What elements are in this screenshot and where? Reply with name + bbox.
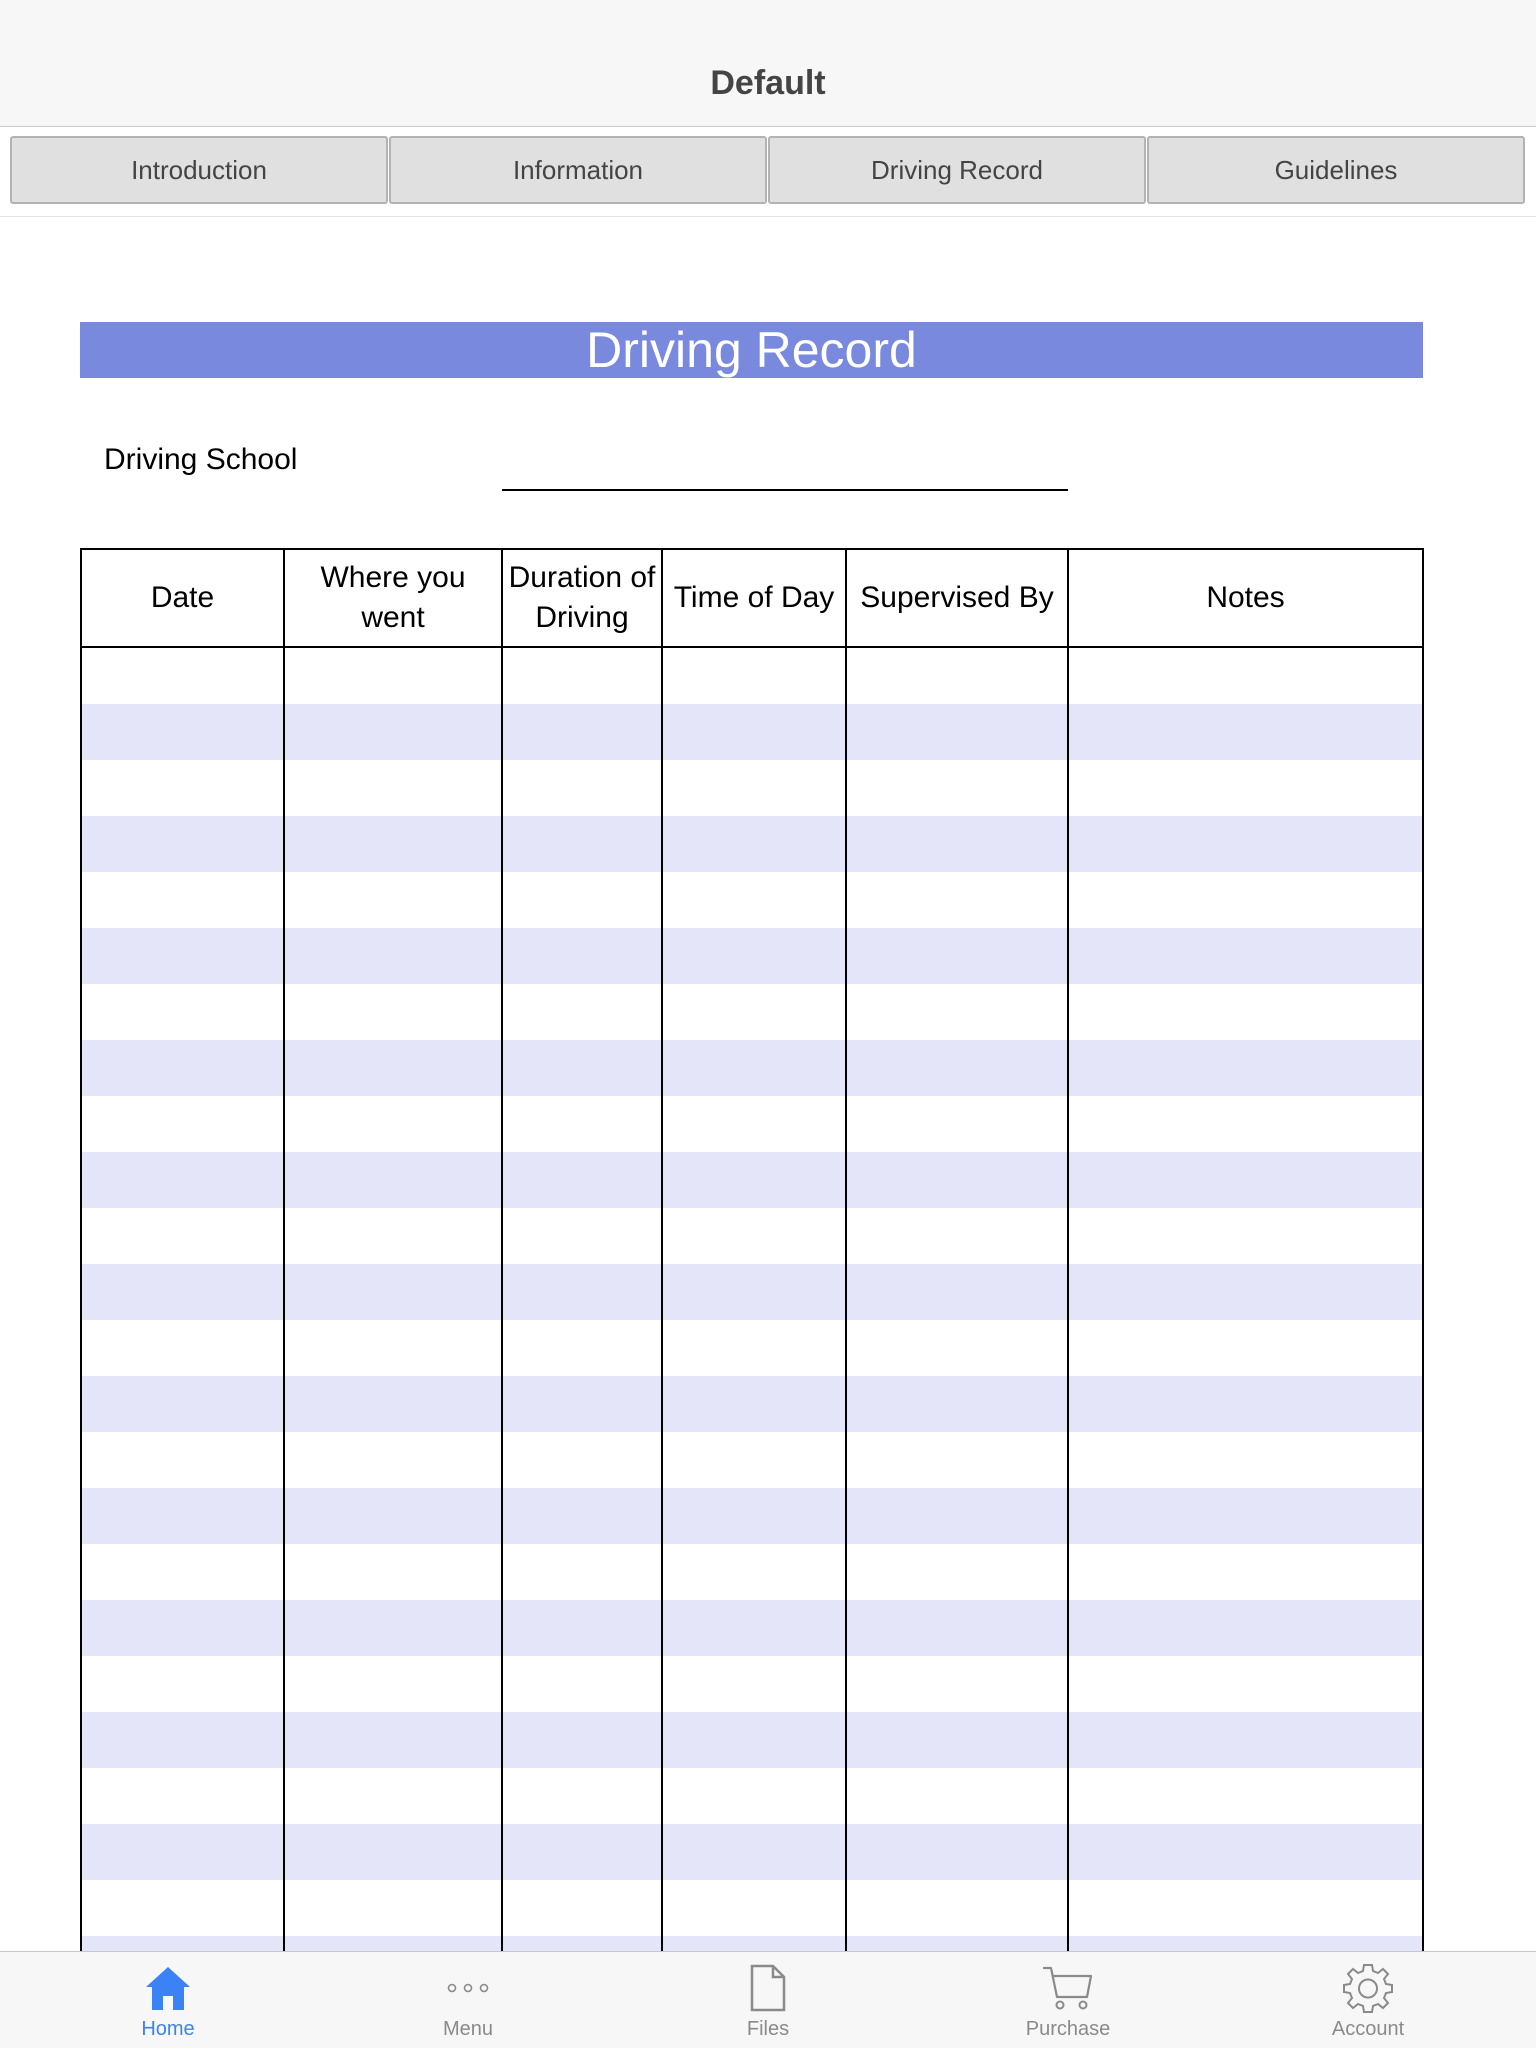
table-cell[interactable]	[663, 1432, 847, 1488]
table-cell[interactable]	[285, 1544, 503, 1600]
header-notes: Notes	[1206, 581, 1285, 614]
table-cell[interactable]	[503, 1096, 663, 1152]
table-cell[interactable]	[82, 1320, 285, 1376]
table-cell[interactable]	[663, 1264, 847, 1320]
table-row	[82, 1600, 1422, 1656]
table-cell[interactable]	[285, 816, 503, 872]
table-cell[interactable]	[847, 1656, 1069, 1712]
table-cell[interactable]	[847, 1544, 1069, 1600]
table-cell[interactable]	[1069, 928, 1422, 984]
table-cell[interactable]	[1069, 872, 1422, 928]
table-cell[interactable]	[1069, 1768, 1422, 1824]
home-icon	[138, 1960, 198, 2016]
table-cell[interactable]	[82, 1656, 285, 1712]
table-cell[interactable]	[503, 1376, 663, 1432]
tabbar-files-label: Files	[746, 2018, 790, 2040]
table-cell[interactable]	[847, 1824, 1069, 1880]
table-row	[82, 648, 1422, 704]
table-row	[82, 1376, 1422, 1432]
table-cell[interactable]	[1069, 1656, 1422, 1712]
table-cell[interactable]	[285, 1376, 503, 1432]
driving-school-label: Driving School	[104, 443, 298, 476]
table-cell[interactable]	[847, 928, 1069, 984]
table-cell[interactable]	[1069, 1264, 1422, 1320]
tabbar-home-label: Home	[141, 2018, 195, 2040]
table-cell[interactable]	[503, 928, 663, 984]
header-date: Date	[82, 550, 285, 646]
table-cell[interactable]	[663, 1320, 847, 1376]
table-cell[interactable]	[82, 1488, 285, 1544]
table-body	[82, 648, 1422, 1951]
tabbar-account[interactable]	[1218, 1952, 1518, 2048]
table-cell[interactable]	[503, 1936, 663, 1951]
table-cell[interactable]	[82, 1376, 285, 1432]
tabbar-files[interactable]	[618, 1952, 918, 2048]
table-cell[interactable]	[847, 1376, 1069, 1432]
table-cell[interactable]	[847, 1432, 1069, 1488]
cart-icon	[1038, 1960, 1098, 2016]
table-cell[interactable]	[503, 1656, 663, 1712]
table-cell[interactable]	[663, 1488, 847, 1544]
table-cell[interactable]	[503, 1824, 663, 1880]
table-cell[interactable]	[82, 648, 285, 704]
table-cell[interactable]	[847, 1040, 1069, 1096]
table-cell[interactable]	[285, 984, 503, 1040]
table-cell[interactable]	[82, 704, 285, 760]
tabbar-home[interactable]	[18, 1952, 318, 2048]
table-cell[interactable]	[1069, 816, 1422, 872]
table-cell[interactable]	[1069, 1152, 1422, 1208]
table-row	[82, 1432, 1422, 1488]
table-row	[82, 1824, 1422, 1880]
tabbar-purchase-label: Purchase	[1025, 2018, 1111, 2040]
table-cell[interactable]	[82, 1096, 285, 1152]
table-cell[interactable]	[82, 1880, 285, 1936]
table-row	[82, 1936, 1422, 1951]
table-cell[interactable]	[285, 1152, 503, 1208]
tab-introduction[interactable]: Introduction	[10, 136, 388, 204]
table-row	[82, 1768, 1422, 1824]
table-cell[interactable]	[847, 1208, 1069, 1264]
table-cell[interactable]	[285, 872, 503, 928]
table-cell[interactable]	[663, 1824, 847, 1880]
table-row	[82, 1880, 1422, 1936]
table-cell[interactable]	[503, 760, 663, 816]
page-title: Default	[710, 64, 826, 102]
table-cell[interactable]	[663, 1208, 847, 1264]
table-cell[interactable]	[663, 1096, 847, 1152]
table-cell[interactable]	[847, 648, 1069, 704]
table-cell[interactable]	[663, 928, 847, 984]
table-cell[interactable]	[1069, 1600, 1422, 1656]
table-cell[interactable]	[1069, 760, 1422, 816]
table-cell[interactable]	[82, 928, 285, 984]
table-cell[interactable]	[285, 1432, 503, 1488]
table-cell[interactable]	[285, 1656, 503, 1712]
table-row	[82, 1544, 1422, 1600]
table-cell[interactable]	[663, 1712, 847, 1768]
table-cell[interactable]	[847, 872, 1069, 928]
table-cell[interactable]	[503, 1264, 663, 1320]
table-cell[interactable]	[847, 704, 1069, 760]
table-cell[interactable]	[663, 760, 847, 816]
table-cell[interactable]	[285, 760, 503, 816]
table-cell[interactable]	[285, 1096, 503, 1152]
table-cell[interactable]	[847, 1152, 1069, 1208]
navigation-bar	[0, 0, 1536, 127]
table-cell[interactable]	[503, 1768, 663, 1824]
table-row	[82, 1656, 1422, 1712]
table-cell[interactable]	[285, 928, 503, 984]
file-icon	[738, 1960, 798, 2016]
table-cell[interactable]	[847, 1600, 1069, 1656]
table-cell[interactable]	[285, 1320, 503, 1376]
table-cell[interactable]	[503, 984, 663, 1040]
table-cell[interactable]	[847, 1936, 1069, 1951]
more-dots-icon	[438, 1960, 498, 2016]
table-cell[interactable]	[82, 1040, 285, 1096]
table-row	[82, 1152, 1422, 1208]
tabbar-menu[interactable]	[318, 1952, 618, 2048]
table-cell[interactable]	[285, 1488, 503, 1544]
table-row	[82, 1264, 1422, 1320]
header-where-you-went: Where you went	[285, 550, 503, 646]
table-cell[interactable]	[503, 1152, 663, 1208]
tabbar-menu-label: Menu	[442, 2018, 494, 2040]
table-cell[interactable]	[82, 1600, 285, 1656]
table-cell[interactable]	[1069, 1376, 1422, 1432]
document-title-banner: Driving Record	[80, 322, 1423, 378]
table-cell[interactable]	[285, 648, 503, 704]
header-time-of-day: Time of Day	[663, 550, 847, 646]
table-cell[interactable]	[1069, 1320, 1422, 1376]
table-cell[interactable]	[285, 1040, 503, 1096]
table-cell[interactable]	[503, 872, 663, 928]
table-cell[interactable]	[285, 1712, 503, 1768]
table-cell[interactable]	[82, 760, 285, 816]
table-cell[interactable]	[847, 1712, 1069, 1768]
table-cell[interactable]	[82, 816, 285, 872]
table-cell[interactable]	[847, 1880, 1069, 1936]
table-cell[interactable]	[285, 1824, 503, 1880]
table-cell[interactable]	[663, 1880, 847, 1936]
table-cell[interactable]	[663, 1656, 847, 1712]
tabbar-purchase[interactable]	[918, 1952, 1218, 2048]
table-cell[interactable]	[503, 1488, 663, 1544]
header-duration: Duration of Driving	[503, 550, 663, 646]
table-cell[interactable]	[663, 1936, 847, 1951]
table-cell[interactable]	[503, 1320, 663, 1376]
table-cell[interactable]	[1069, 1880, 1422, 1936]
table-cell[interactable]	[663, 984, 847, 1040]
table-cell[interactable]	[503, 816, 663, 872]
table-cell[interactable]	[1069, 1208, 1422, 1264]
table-row	[82, 760, 1422, 816]
table-cell[interactable]	[82, 1544, 285, 1600]
table-cell[interactable]	[82, 872, 285, 928]
table-cell[interactable]	[503, 1208, 663, 1264]
table-cell[interactable]	[503, 1432, 663, 1488]
tab-guidelines[interactable]: Guidelines	[1147, 136, 1525, 204]
table-cell[interactable]	[1069, 1040, 1422, 1096]
table-cell[interactable]	[1069, 1712, 1422, 1768]
tab-driving-record[interactable]: Driving Record	[768, 136, 1146, 204]
table-cell[interactable]	[82, 1264, 285, 1320]
table-cell[interactable]	[503, 648, 663, 704]
table-row	[82, 872, 1422, 928]
table-cell[interactable]	[503, 704, 663, 760]
table-row	[82, 704, 1422, 760]
table-row	[82, 1208, 1422, 1264]
table-cell[interactable]	[663, 648, 847, 704]
table-cell[interactable]	[1069, 984, 1422, 1040]
table-cell[interactable]	[82, 984, 285, 1040]
table-cell[interactable]	[285, 704, 503, 760]
bottom-tab-bar	[0, 1951, 1536, 2048]
table-cell[interactable]	[285, 1768, 503, 1824]
table-row	[82, 1096, 1422, 1152]
document-page[interactable]	[0, 217, 1536, 1951]
table-cell[interactable]	[82, 1768, 285, 1824]
table-row	[82, 1712, 1422, 1768]
table-cell[interactable]	[663, 1600, 847, 1656]
driving-school-field-line	[502, 489, 1068, 491]
table-cell[interactable]	[285, 1880, 503, 1936]
table-cell[interactable]	[82, 1152, 285, 1208]
table-row	[82, 1040, 1422, 1096]
table-cell[interactable]	[82, 1432, 285, 1488]
table-cell[interactable]	[1069, 1488, 1422, 1544]
table-cell[interactable]	[503, 1040, 663, 1096]
table-row	[82, 928, 1422, 984]
gear-icon	[1338, 1960, 1398, 2016]
tab-information[interactable]: Information	[389, 136, 767, 204]
table-cell[interactable]	[663, 872, 847, 928]
table-cell[interactable]	[82, 1824, 285, 1880]
table-cell[interactable]	[503, 1880, 663, 1936]
table-cell[interactable]	[663, 1376, 847, 1432]
table-header	[82, 550, 1422, 648]
tabbar-account-label: Account	[1331, 2018, 1405, 2040]
table-cell[interactable]	[285, 1264, 503, 1320]
table-row	[82, 816, 1422, 872]
table-cell[interactable]	[82, 1936, 285, 1951]
table-cell[interactable]	[503, 1712, 663, 1768]
table-cell[interactable]	[1069, 648, 1422, 704]
segmented-tabs	[0, 127, 1536, 217]
table-cell[interactable]	[285, 1208, 503, 1264]
table-cell[interactable]	[663, 1040, 847, 1096]
table-cell[interactable]	[847, 1320, 1069, 1376]
table-cell[interactable]	[663, 704, 847, 760]
table-cell[interactable]	[285, 1936, 503, 1951]
table-row	[82, 984, 1422, 1040]
table-cell[interactable]	[285, 1600, 503, 1656]
table-cell[interactable]	[1069, 1936, 1422, 1951]
table-cell[interactable]	[1069, 1432, 1422, 1488]
table-cell[interactable]	[847, 1096, 1069, 1152]
table-cell[interactable]	[663, 816, 847, 872]
table-cell[interactable]	[1069, 1824, 1422, 1880]
table-cell[interactable]	[663, 1768, 847, 1824]
table-cell[interactable]	[82, 1208, 285, 1264]
table-cell[interactable]	[663, 1152, 847, 1208]
table-cell[interactable]	[1069, 1544, 1422, 1600]
table-cell[interactable]	[1069, 704, 1422, 760]
driving-record-table	[80, 548, 1424, 1951]
table-cell[interactable]	[847, 816, 1069, 872]
table-cell[interactable]	[503, 1544, 663, 1600]
table-row	[82, 1320, 1422, 1376]
table-cell[interactable]	[1069, 1096, 1422, 1152]
table-row	[82, 1488, 1422, 1544]
table-cell[interactable]	[847, 1488, 1069, 1544]
table-cell[interactable]	[847, 1768, 1069, 1824]
table-cell[interactable]	[847, 1264, 1069, 1320]
table-cell[interactable]	[503, 1600, 663, 1656]
table-cell[interactable]	[82, 1712, 285, 1768]
table-cell[interactable]	[847, 984, 1069, 1040]
table-cell[interactable]	[663, 1544, 847, 1600]
table-cell[interactable]	[847, 760, 1069, 816]
header-supervised-by: Supervised By	[847, 550, 1069, 646]
